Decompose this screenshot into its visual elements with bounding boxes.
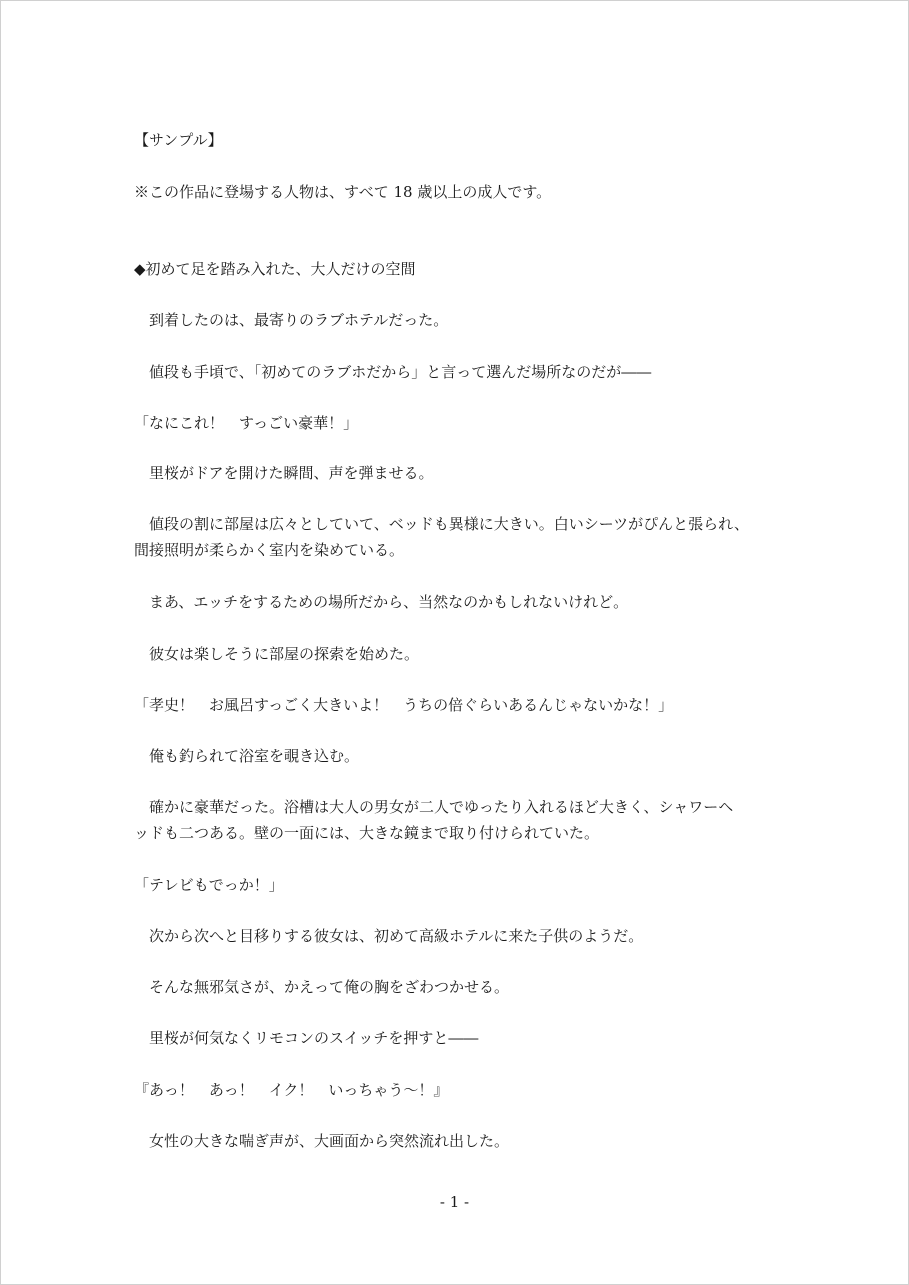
text-line: 値段の割に部屋は広々としていて、ベッドも異様に大きい。白いシーツがぴんと張られ、 <box>134 515 750 533</box>
dialogue-line: 「なにこれ！ すっごい豪華！」 <box>134 414 359 432</box>
dialogue-line: 『あっ！ あっ！ イク！ いっちゃう～！』 <box>134 1081 449 1099</box>
text-line: 間接照明が柔らかく室内を染めている。 <box>134 541 405 559</box>
disclaimer-line: ※この作品に登場する人物は、すべて 18 歳以上の成人です。 <box>134 183 552 201</box>
section-heading: ◆初めて足を踏み入れた、大人だけの空間 <box>134 260 416 278</box>
text-line: 到着したのは、最寄りのラブホテルだった。 <box>134 311 449 329</box>
text-line: 里桜が何気なくリモコンのスイッチを押すと―― <box>134 1029 479 1047</box>
text-line: 女性の大きな喘ぎ声が、大画面から突然流れ出した。 <box>134 1132 510 1150</box>
text-line: 値段も手頃で、「初めてのラブホだから」と言って選んだ場所なのだが―― <box>134 363 652 381</box>
text-line: 里桜がドアを開けた瞬間、声を弾ませる。 <box>134 464 434 482</box>
text-line: 次から次へと目移りする彼女は、初めて高級ホテルに来た子供のようだ。 <box>134 927 644 945</box>
page-number: - 1 - <box>439 1193 470 1211</box>
text-line: そんな無邪気さが、かえって俺の胸をざわつかせる。 <box>134 978 510 996</box>
text-line: ッドも二つある。壁の一面には、大きな鏡まで取り付けられていた。 <box>134 824 600 842</box>
text-line: まあ、エッチをするための場所だから、当然なのかもしれないけれど。 <box>134 593 629 611</box>
dialogue-line: 「テレビもでっか！」 <box>134 876 284 894</box>
text-line: 確かに豪華だった。浴槽は大人の男女が二人でゆったり入れるほど大きく、シャワーヘ <box>134 798 734 816</box>
heading-sample: 【サンプル】 <box>134 131 223 149</box>
dialogue-line: 「孝史！ お風呂すっごく大きいよ！ うちの倍ぐらいあるんじゃないかな！」 <box>134 696 674 714</box>
text-line: 俺も釣られて浴室を覗き込む。 <box>134 747 360 765</box>
text-line: 彼女は楽しそうに部屋の探索を始めた。 <box>134 645 420 663</box>
